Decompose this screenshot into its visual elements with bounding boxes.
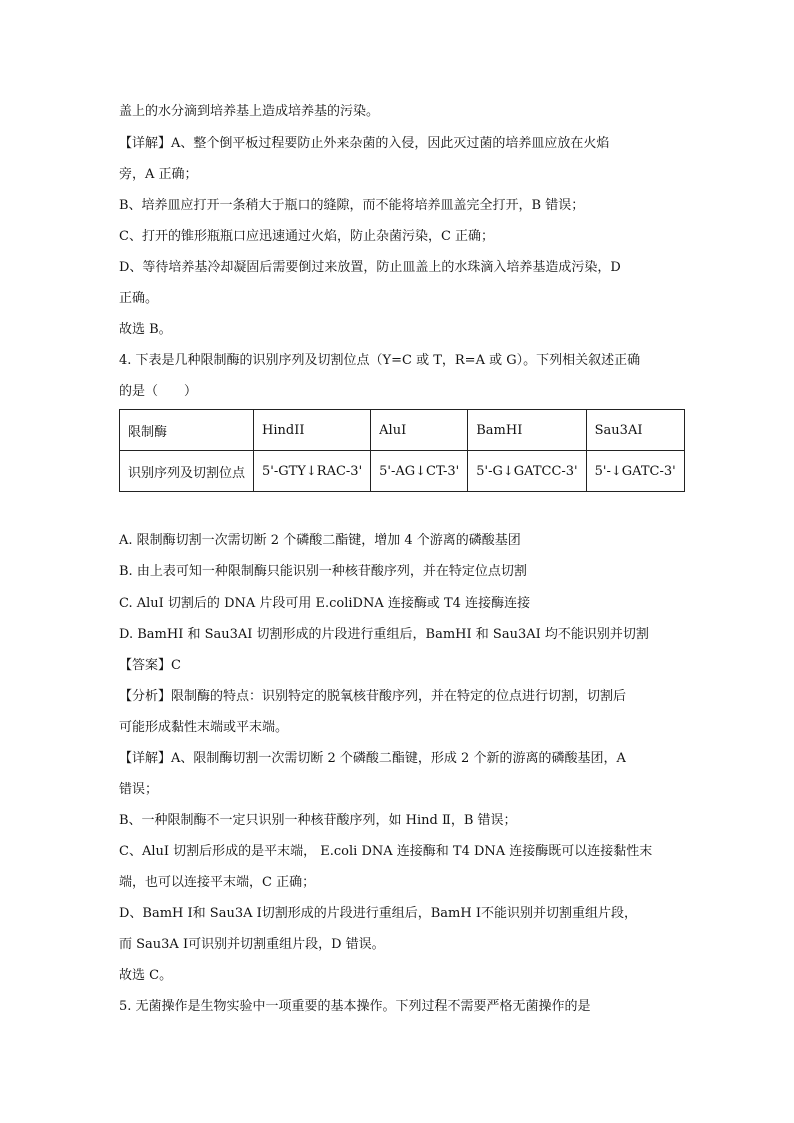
- text-line: B、培养皿应打开一条稍大于瓶口的缝隙，而不能将培养皿盖完全打开，B 错误；: [119, 198, 585, 213]
- text-line: 盖上的水分滴到培养基上造成培养基的污染。: [119, 104, 380, 119]
- text-line: D、BamH Ⅰ和 Sau3A Ⅰ切割形成的片段进行重组后，BamH Ⅰ不能识别并切割重组片段，: [119, 906, 637, 921]
- answer-line: 【答案】C: [119, 658, 181, 673]
- text-line: 可能形成黏性末端或平末端。: [119, 720, 289, 735]
- table-cell: 5'-↓GATC-3': [586, 451, 684, 492]
- text-line: D、等待培养基冷却凝固后需要倒过来放置，防止皿盖上的水珠滴入培养基造成污染，D: [119, 260, 621, 275]
- text-line: B、一种限制酶不一定只识别一种核苷酸序列，如 Hind Ⅱ，B 错误；: [119, 813, 517, 828]
- question-4-stem: 4. 下表是几种限制酶的识别序列及切割位点（Y=C 或 T，R=A 或 G）。下列相关叙述正确: [119, 353, 641, 368]
- table-cell: 限制酶: [120, 410, 254, 451]
- table-header-row: [120, 410, 685, 451]
- analysis-line: 【分析】限制酶的特点：识别特定的脱氧核苷酸序列，并在特定的位点进行切割，切割后: [119, 689, 627, 704]
- table-cell: AluI: [371, 410, 468, 451]
- table-cell: HindII: [254, 410, 371, 451]
- option-d: D. BamHI 和 Sau3AI 切割形成的片段进行重组后，BamHI 和 Sau3AI 均不能识别并切割: [119, 627, 649, 642]
- option-c: C. AluI 切割后的 DNA 片段可用 E.coliDNA 连接酶或 T4 连接酶连接: [119, 596, 531, 611]
- table-cell: 识别序列及切割位点: [120, 451, 254, 492]
- text-line: 错误；: [119, 782, 159, 797]
- table-cell: 5'-G↓GATCC-3': [468, 451, 586, 492]
- table-cell: 5'-GTY↓RAC-3': [254, 451, 371, 492]
- text-line: 故选 B。: [119, 322, 172, 337]
- text-line: 【详解】A、整个倒平板过程要防止外来杂菌的入侵，因此灭过菌的培养皿应放在火焰: [119, 136, 610, 151]
- table-row: [120, 451, 685, 492]
- text-line: 故选 C。: [119, 968, 173, 983]
- question-4-stem-end: 的是（ ）: [119, 384, 198, 399]
- text-line: C、打开的锥形瓶瓶口应迅速通过火焰，防止杂菌污染，C 正确；: [119, 229, 495, 244]
- table-cell: Sau3AI: [586, 410, 684, 451]
- question-5-stem: 5. 无菌操作是生物实验中一项重要的基本操作。下列过程不需要严格无菌操作的是: [119, 999, 591, 1014]
- option-a: A. 限制酶切割一次需切断 2 个磷酸二酯键，增加 4 个游离的磷酸基团: [119, 533, 521, 548]
- table-cell: 5'-AG↓CT-3': [371, 451, 468, 492]
- text-line: 旁，A 正确；: [119, 167, 198, 182]
- option-b: B. 由上表可知一种限制酶只能识别一种核苷酸序列，并在特定位点切割: [119, 564, 527, 579]
- text-line: 而 Sau3A Ⅰ可识别并切割重组片段，D 错误。: [119, 937, 385, 952]
- text-line: 端，也可以连接平末端，C 正确；: [119, 875, 316, 890]
- table-cell: BamHI: [468, 410, 586, 451]
- text-line: 正确。: [119, 291, 159, 306]
- text-line: C、AluI 切割后形成的是平末端， E.coli DNA 连接酶和 T4 DNA 连接酶既可以连接黏性末: [119, 844, 653, 859]
- explanation-line: 【详解】A、限制酶切割一次需切断 2 个磷酸二酯键，形成 2 个新的游离的磷酸基团，A: [119, 751, 626, 766]
- restriction-enzyme-table: [119, 409, 685, 492]
